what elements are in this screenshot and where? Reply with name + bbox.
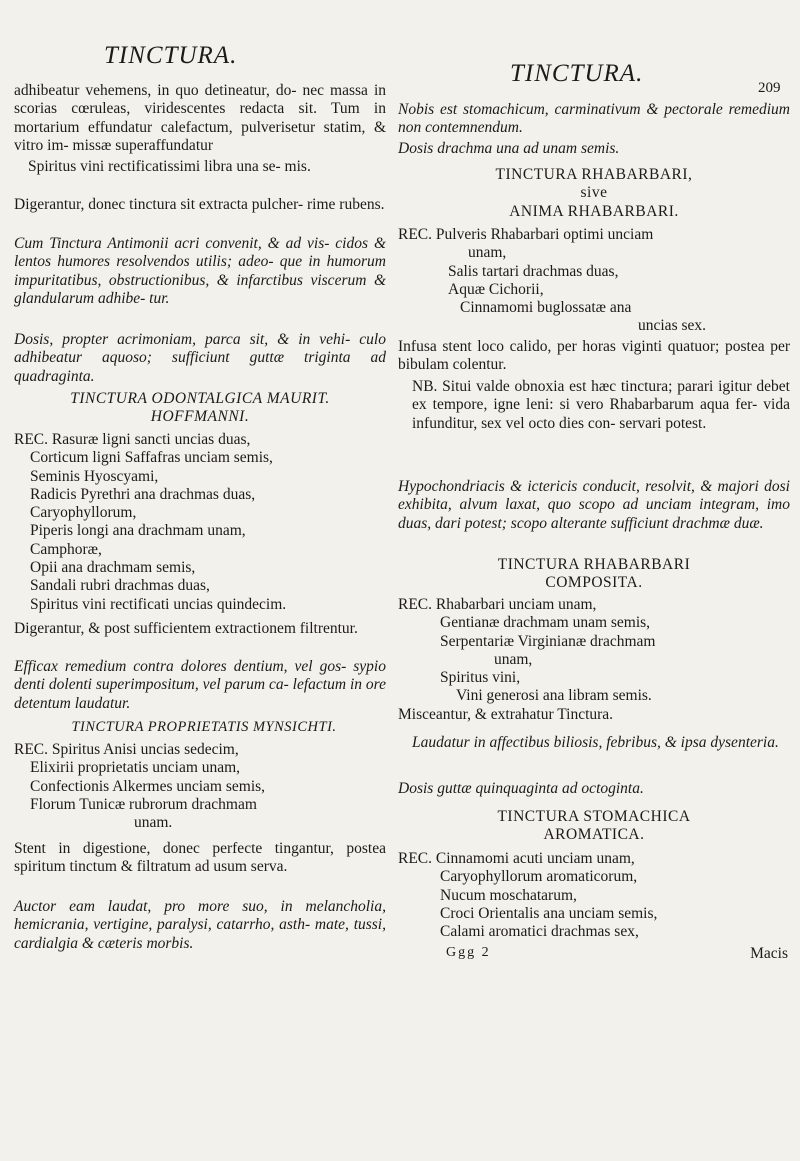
running-head-left: TINCTURA.: [104, 42, 238, 69]
recipe-mynsichti: [14, 741, 386, 832]
recipe-line: Caryophyllorum,: [30, 504, 137, 522]
recipe-line: Salis tartari drachmas duas,: [448, 262, 619, 280]
recipe-line: Croci Orientalis ana unciam semis,: [440, 904, 658, 922]
paragraph-right-2: Dosis drachma una ad unam semis.: [398, 140, 620, 157]
recipe-stomachica: [398, 850, 790, 941]
heading-line: AROMATICA.: [543, 826, 645, 844]
heading-rhabarbari-composita: [398, 556, 790, 593]
paragraph-left-11: Auctor eam laudat, pro more suo, in melancholia, hemicrania, vertigine, paralysi, catarrho, asth- mate, tussi, cardialgia & cæteris morbis.: [14, 898, 386, 952]
paragraph-left-10: Stent in digestione, donec perfecte tingantur, postea spiritum tinctum & filtratum ad usum serva.: [14, 840, 386, 876]
paragraph-left-8: Efficax remedium contra dolores dentium, vel gos- sypio denti dolenti superimpositum, vel parum ca- lefactum in ore detentum laudatur.: [14, 658, 386, 712]
paragraph-left-1: adhibeatur vehemens, in quo detineatur, do- nec massa in scorias cœruleas, viridescentes redacta sit. Tum in mortarium effundatur calefactum, pulverisetur statim, & vitro im- missæ superaffundatur: [14, 82, 386, 154]
recipe-line: REC. Spiritus Anisi uncias sedecim,: [14, 741, 239, 758]
recipe-line: REC. Pulveris Rhabarbari optimi unciam: [398, 226, 654, 243]
recipe-line: Radicis Pyrethri ana drachmas duas,: [30, 485, 256, 503]
page-number: 209: [758, 80, 781, 96]
paragraph-left-5: Dosis, propter acrimoniam, parca sit, & in vehi- culo adhibeatur aquoso; sufficiunt guttæ triginta ad quadraginta.: [14, 331, 386, 385]
paragraph-right-10: Dosis guttæ quinquaginta ad octoginta.: [398, 780, 644, 797]
heading-odontalgica: [14, 390, 386, 427]
paragraph-right-4: Infusa stent loco calido, per horas viginti quatuor; postea per bibulam colentur.: [398, 338, 790, 374]
catchword: Macis: [750, 945, 788, 962]
paragraph-left-7: Digerantur, & post sufficientem extractionem filtrentur.: [14, 620, 358, 637]
heading-stomachica: [398, 808, 790, 845]
heading-line: TINCTURA STOMACHICA: [497, 808, 691, 825]
paragraph-left-3: Digerantur, donec tinctura sit extracta pulcher- rime rubens.: [14, 196, 385, 213]
recipe-line: Piperis longi ana drachmam unam,: [30, 522, 246, 540]
paragraph-right-5: NB. Situi valde obnoxia est hæc tinctura; parari igitur debet ex tempore, igne leni: si vero Rhabarbarum aqua fer- vida infunditur, sex vel octo dies con- servari potest.: [412, 378, 790, 432]
paragraph-right-1: Nobis est stomachicum, carminativum & pectorale remedium non contemnendum.: [398, 101, 790, 137]
heading-line: ANIMA RHABARBARI.: [509, 202, 679, 220]
recipe-line: Gentianæ drachmam unam semis,: [440, 614, 651, 632]
recipe-line: Aquæ Cichorii,: [448, 280, 544, 298]
recipe-line: uncias sex.: [638, 317, 707, 335]
recipe-line: Florum Tunicæ rubrorum drachmam: [30, 795, 257, 813]
recipe-line: Sandali rubri drachmas duas,: [30, 577, 210, 595]
recipe-line: Calami aromatici drachmas sex,: [440, 923, 639, 941]
recipe-line: Elixirii proprietatis unciam unam,: [30, 759, 241, 777]
recipe-line: Nucum moschatarum,: [440, 886, 577, 904]
recipe-rhabarbari-composita: [398, 596, 790, 706]
recipe-line: Seminis Hyoscyami,: [30, 467, 159, 485]
heading-rhabarbari: [398, 166, 790, 221]
recipe-line: Spiritus vini,: [440, 669, 521, 687]
recipe-line: REC. Rasuræ ligni sancti uncias duas,: [14, 431, 251, 448]
heading-line: COMPOSITA.: [545, 574, 643, 592]
recipe-rhabarbari: [398, 226, 790, 336]
recipe-line: Confectionis Alkermes unciam semis,: [30, 777, 266, 795]
heading-line: TINCTURA ODONTALGICA MAURIT.: [70, 390, 330, 407]
recipe-line: unam,: [468, 244, 507, 262]
recipe-line: unam,: [494, 650, 533, 668]
recipe-odontalgica: [14, 431, 386, 614]
recipe-line: Spiritus vini rectificati uncias quindecim.: [30, 595, 287, 613]
running-head-right: TINCTURA.: [510, 60, 644, 87]
paragraph-left-2: Spiritus vini rectificatissimi libra una se- mis.: [28, 158, 311, 175]
recipe-line: REC. Rhabarbari unciam unam,: [398, 596, 597, 613]
heading-line: sive: [580, 184, 608, 202]
heading-mynsichti: [14, 718, 394, 736]
recipe-line: unam.: [134, 814, 173, 832]
recipe-line: Cinnamomi buglossatæ ana: [460, 299, 632, 317]
signature-mark: Ggg 2: [446, 945, 491, 960]
recipe-line: Camphoræ,: [30, 540, 102, 558]
paragraph-right-9: Laudatur in affectibus biliosis, febribus, & ipsa dysenteria.: [412, 734, 779, 751]
recipe-line: Opii ana drachmam semis,: [30, 559, 196, 577]
recipe-line: Caryophyllorum aromaticorum,: [440, 868, 638, 886]
heading-line: TINCTURA RHABARBARI,: [495, 166, 693, 183]
recipe-line: REC. Cinnamomi acuti unciam unam,: [398, 850, 635, 867]
recipe-line: Serpentariæ Virginianæ drachmam: [440, 632, 656, 650]
recipe-line: Corticum ligni Saffafras unciam semis,: [30, 449, 273, 467]
paragraph-left-4: Cum Tinctura Antimonii acri convenit, & ad vis- cidos & lentos humores resolvendos utilis; adeo- que in humorum impuritatibus, obstructionibus, & infarctibus viscerum & glandularum adhibe- tur.: [14, 235, 386, 307]
paragraph-right-8: Misceantur, & extrahatur Tinctura.: [398, 706, 614, 723]
heading-line: TINCTURA PROPRIETATIS MYNSICHTI.: [71, 719, 337, 735]
recipe-line: Vini generosi ana libram semis.: [456, 687, 652, 705]
heading-line: HOFFMANNI.: [150, 408, 250, 426]
heading-line: TINCTURA RHABARBARI: [497, 556, 691, 573]
paragraph-right-6: Hypochondriacis & ictericis conducit, resolvit, & majori dosi exhibita, alvum laxat, quo scopo ad unciam integram, imo duas, dari potest; scopo alterante sufficiunt drachmæ duæ.: [398, 478, 790, 532]
